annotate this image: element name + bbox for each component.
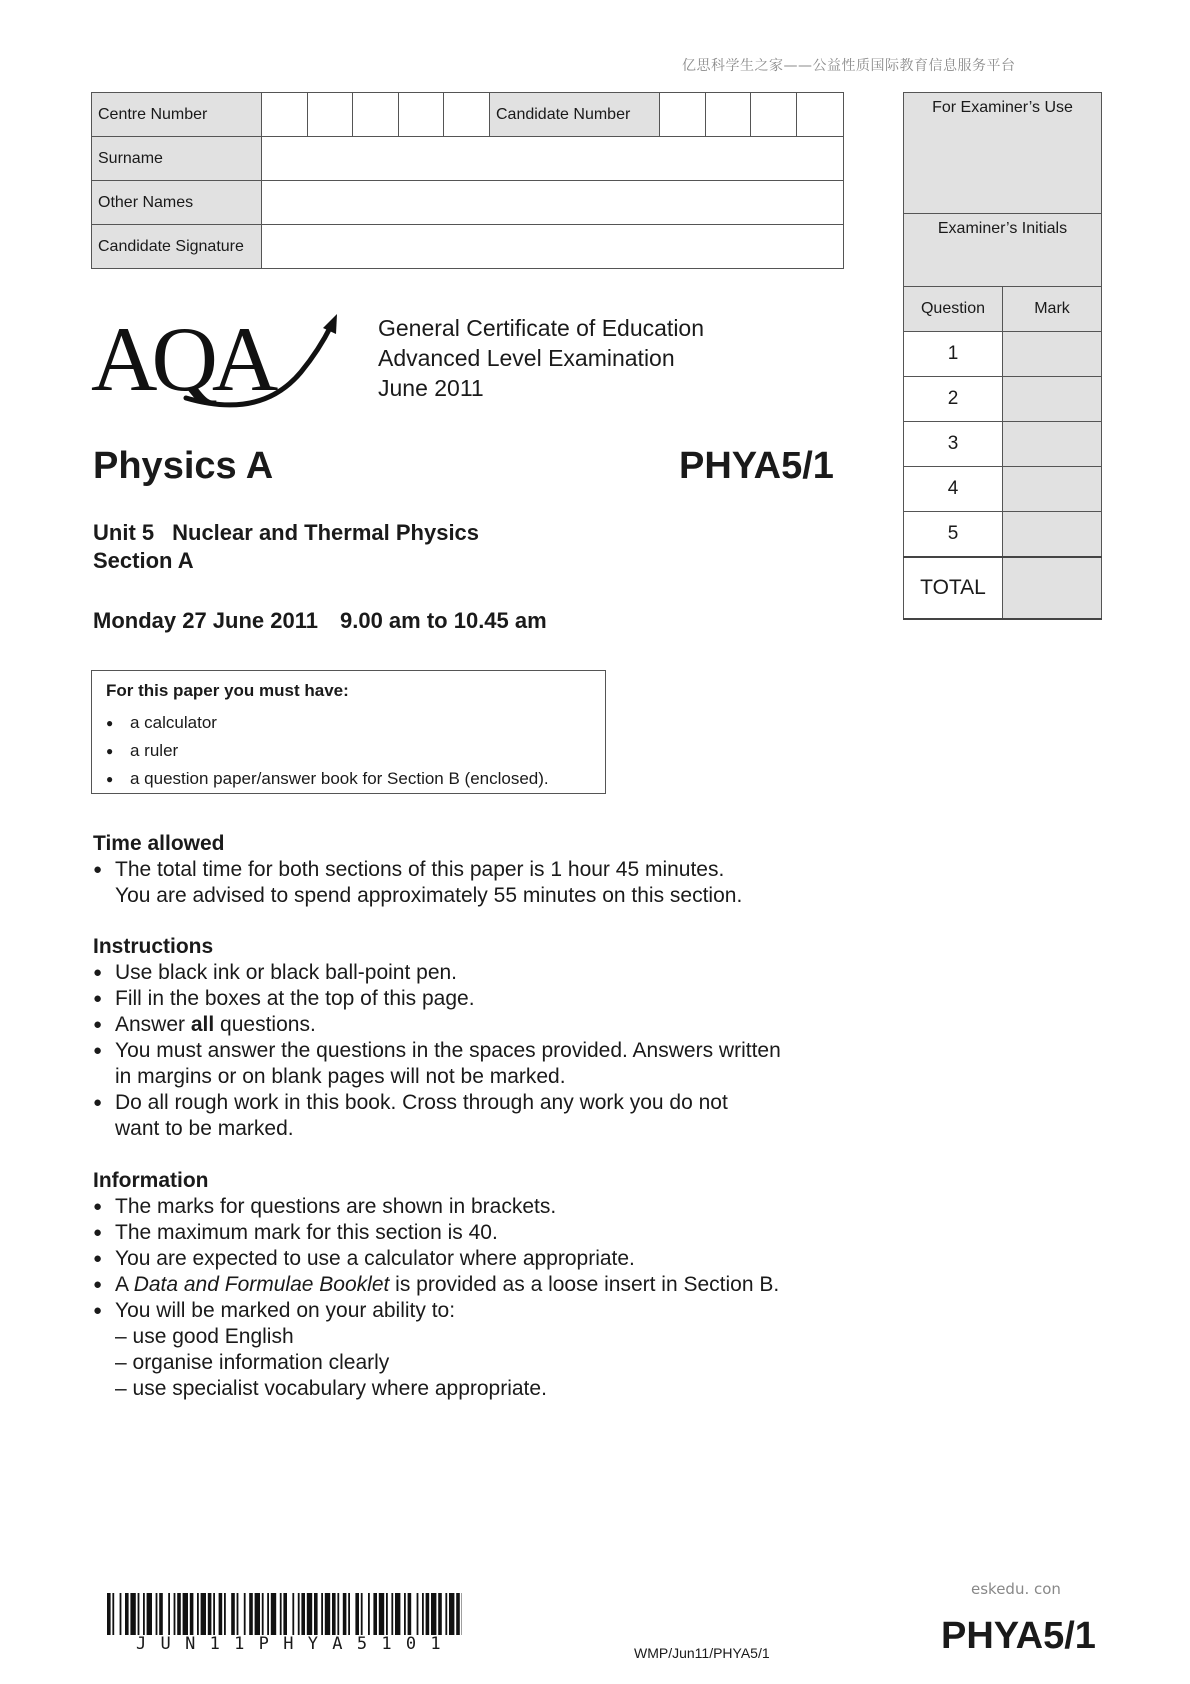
mark-cell xyxy=(1003,422,1102,467)
total-mark-cell xyxy=(1003,557,1102,619)
list-item: ● Do all rough work in this book. Cross through any work you do not xyxy=(93,1091,728,1114)
centre-number-box[interactable] xyxy=(353,93,399,137)
surname-label: Surname xyxy=(92,137,262,181)
list-item-continuation: want to be marked. xyxy=(115,1117,294,1140)
exam-date-line xyxy=(93,608,547,634)
examiner-use-box xyxy=(903,92,1101,620)
qualification-block xyxy=(378,313,704,403)
bullet-icon: ● xyxy=(106,744,114,758)
section-heading: Information xyxy=(93,1169,209,1192)
bullet-icon: ● xyxy=(93,1250,103,1267)
question-number: 2 xyxy=(904,377,1003,422)
level-line: Advanced Level Examination xyxy=(378,345,675,371)
question-number: 5 xyxy=(904,512,1003,558)
bullet-icon: ● xyxy=(93,861,103,878)
question-header: Question xyxy=(904,287,1003,332)
information-section xyxy=(93,1167,779,1402)
list-item-continuation: You are advised to spend approximately 55 minutes on this section. xyxy=(115,884,743,907)
unit-number: Unit 5 xyxy=(93,520,155,545)
examiner-initials-label: Examiner’s Initials xyxy=(904,214,1102,287)
barcode-text: JUN11PHYA5101 xyxy=(136,1634,455,1654)
candidate-number-box[interactable] xyxy=(660,93,706,137)
paper-code: PHYA5/1 xyxy=(679,445,834,487)
bullet-icon: ● xyxy=(106,772,114,786)
unit-line xyxy=(93,520,479,546)
candidate-signature-field[interactable] xyxy=(262,225,844,269)
bullet-icon: ● xyxy=(93,1276,103,1293)
list-item: ● The maximum mark for this section is 40. xyxy=(93,1221,498,1244)
mark-cell xyxy=(1003,377,1102,422)
candidate-number-box[interactable] xyxy=(706,93,751,137)
candidate-details-table xyxy=(91,92,843,274)
list-item: ● The marks for questions are shown in brackets. xyxy=(93,1195,557,1218)
candidate-number-box[interactable] xyxy=(751,93,797,137)
list-item: ● A Data and Formulae Booklet is provided as a loose insert in Section B. xyxy=(93,1273,780,1296)
bullet-icon: ● xyxy=(93,964,103,981)
mark-cell xyxy=(1003,332,1102,377)
svg-text:AQA: AQA xyxy=(91,310,273,410)
session-line: June 2011 xyxy=(378,375,484,401)
materials-item: ● a ruler xyxy=(106,737,605,765)
bullet-icon: ● xyxy=(93,1302,103,1319)
exam-date: Monday 27 June 2011 xyxy=(93,608,318,633)
watermark-text: 亿思科学生之家——公益性质国际教育信息服务平台 xyxy=(682,58,1016,74)
list-item: ● You are expected to use a calculator where appropriate. xyxy=(93,1247,635,1270)
centre-number-label: Centre Number xyxy=(92,93,262,137)
bullet-icon: ● xyxy=(93,1198,103,1215)
exam-time: 9.00 am to 10.45 am xyxy=(340,608,547,633)
bullet-icon: ● xyxy=(106,716,114,730)
bullet-icon: ● xyxy=(93,1042,103,1059)
materials-item: ● a calculator xyxy=(106,709,605,737)
footer-reference: WMP/Jun11/PHYA5/1 xyxy=(634,1645,770,1661)
mark-header: Mark xyxy=(1003,287,1102,332)
footer-paper-code: PHYA5/1 xyxy=(941,1615,1096,1657)
bullet-icon: ● xyxy=(93,1224,103,1241)
mark-cell xyxy=(1003,512,1102,558)
surname-field[interactable] xyxy=(262,137,844,181)
list-item-continuation: in margins or on blank pages will not be marked. xyxy=(115,1065,566,1088)
list-item: ● You must answer the questions in the spaces provided. Answers written xyxy=(93,1039,781,1062)
question-number: 1 xyxy=(904,332,1003,377)
centre-number-box[interactable] xyxy=(399,93,444,137)
bullet-icon: ● xyxy=(93,990,103,1007)
unit-title: Nuclear and Thermal Physics xyxy=(172,520,480,545)
centre-number-box[interactable] xyxy=(308,93,353,137)
centre-number-box[interactable] xyxy=(444,93,490,137)
list-item: ● The total time for both sections of this paper is 1 hour 45 minutes. xyxy=(93,858,725,881)
list-item: ● Fill in the boxes at the top of this page. xyxy=(93,987,475,1010)
sub-item: – organise information clearly xyxy=(115,1351,390,1374)
bullet-icon: ● xyxy=(93,1094,103,1111)
time-allowed-section xyxy=(93,830,742,909)
sub-item: – use good English xyxy=(115,1325,294,1348)
materials-heading: For this paper you must have: xyxy=(106,681,349,700)
list-item: ● Use black ink or black ball-point pen. xyxy=(93,961,458,984)
candidate-number-label: Candidate Number xyxy=(490,93,660,137)
mark-cell xyxy=(1003,467,1102,512)
examiner-use-label: For Examiner’s Use xyxy=(904,93,1102,214)
instructions-section xyxy=(93,933,781,1142)
section-label: Section A xyxy=(93,548,194,573)
centre-number-box[interactable] xyxy=(262,93,308,137)
section-heading: Time allowed xyxy=(93,832,225,855)
barcode xyxy=(107,1593,462,1635)
bullet-icon: ● xyxy=(93,1016,103,1033)
materials-item: ● a question paper/answer book for Section B (enclosed). xyxy=(106,765,605,793)
subject-title: Physics A xyxy=(93,445,274,487)
site-watermark: eskedu. con xyxy=(971,1580,1061,1598)
question-number: 4 xyxy=(904,467,1003,512)
other-names-label: Other Names xyxy=(92,181,262,225)
candidate-number-box[interactable] xyxy=(797,93,844,137)
list-item: ● Answer all questions. xyxy=(93,1013,316,1036)
aqa-logo xyxy=(91,310,341,410)
materials-box xyxy=(91,670,606,794)
question-number: 3 xyxy=(904,422,1003,467)
total-label: TOTAL xyxy=(904,557,1003,619)
qualification-line: General Certificate of Education xyxy=(378,315,705,341)
candidate-signature-label: Candidate Signature xyxy=(92,225,262,269)
list-item: ● You will be marked on your ability to: xyxy=(93,1299,456,1322)
other-names-field[interactable] xyxy=(262,181,844,225)
section-heading: Instructions xyxy=(93,935,214,958)
sub-item: – use specialist vocabulary where appropriate. xyxy=(115,1377,547,1400)
